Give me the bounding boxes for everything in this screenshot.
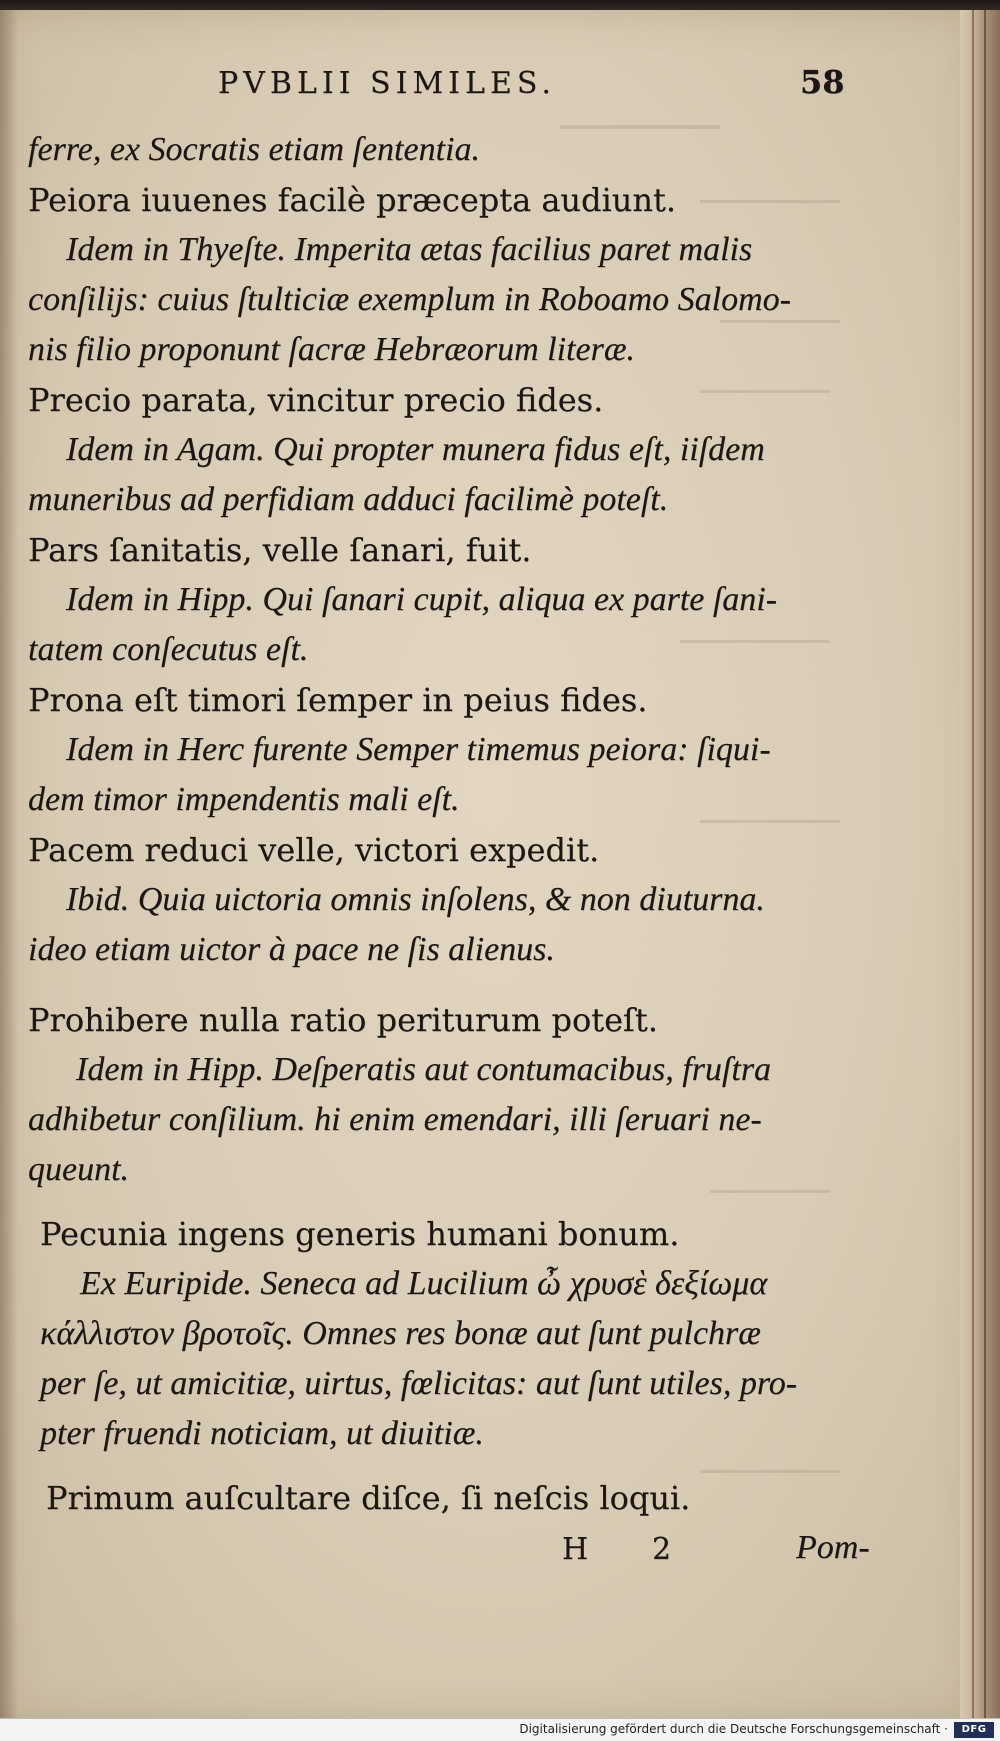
text-line-9: Pars ſanitatis, velle ſanari, fuit.	[28, 531, 532, 569]
text-line-14: dem timor impendentis mali eſt.	[28, 781, 460, 818]
spine-shadow	[0, 10, 18, 1722]
catchword: Pom-	[796, 1529, 870, 1566]
signature-mark: H	[562, 1532, 589, 1567]
text-line-8: muneribus ad perfidiam adduci facilimè poteſt.	[28, 481, 669, 518]
page-edge-line	[972, 10, 974, 1722]
dfg-logo: DFG	[954, 1722, 994, 1738]
text-line-3: Idem in Thyeſte. Imperita ætas facilius paret malis	[66, 231, 753, 268]
text-line-21: queunt.	[28, 1151, 130, 1188]
text-line-5: nis filio proponunt ſacræ Hebræorum literæ.	[28, 331, 636, 368]
text-line-1: ferre, ex Socratis etiam ſententia.	[28, 131, 480, 168]
text-line-15: Pacem reduci velle, victori expedit.	[28, 831, 600, 869]
text-line-23: Ex Euripide. Seneca ad Lucilium ὦ χρυσὲ δεξίωμα	[80, 1265, 768, 1302]
text-line-12: Prona eſt timori ſemper in peius fides.	[28, 681, 648, 719]
funding-credit: Digitalisierung gefördert durch die Deutsche Forschungsgemeinschaft ·	[519, 1722, 948, 1736]
text-line-19: Idem in Hipp. Deſperatis aut contumacibus, fruſtra	[76, 1051, 772, 1088]
text-line-26: pter fruendi noticiam, ut diuitiæ.	[40, 1415, 484, 1452]
text-line-13: Idem in Herc furente Semper timemus peiora: ſiqui-	[66, 731, 771, 768]
text-line-22: Pecunia ingens generis humani bonum.	[40, 1215, 680, 1253]
text-line-2: Peiora iuuenes facilè præcepta audiunt.	[28, 181, 676, 219]
text-line-27: Primum auſcultare diſce, ſi neſcis loqui.	[46, 1479, 691, 1517]
text-line-11: tatem conſecutus eſt.	[28, 631, 309, 668]
credit-bar	[0, 1718, 1000, 1741]
text-line-17: ideo etiam uictor à pace ne ſis alienus.	[28, 931, 555, 968]
page-edge-line	[984, 10, 986, 1722]
page-stack-edge	[960, 10, 1000, 1722]
text-line-4: conſilijs: cuius ſtulticiæ exemplum in Roboamo Salomo-	[28, 281, 792, 318]
signature-number: 2	[652, 1532, 672, 1567]
text-line-16: Ibid. Quia uictoria omnis inſolens, & non diuturna.	[66, 881, 765, 918]
text-line-24: κάλλιστον βροτοῖς. Omnes res bonæ aut ſunt pulchræ	[40, 1315, 761, 1352]
text-line-25: per ſe, ut amicitiæ, uirtus, fœlicitas: aut ſunt utiles, pro-	[40, 1365, 798, 1402]
page-number: 58	[800, 63, 845, 101]
text-line-7: Idem in Agam. Qui propter munera fidus eſt, iiſdem	[66, 431, 765, 468]
text-line-10: Idem in Hipp. Qui ſanari cupit, aliqua ex parte ſani-	[66, 581, 778, 618]
text-line-20: adhibetur conſilium. hi enim emendari, illi ſeruari ne-	[28, 1101, 762, 1138]
text-line-18: Prohibere nulla ratio periturum poteſt.	[28, 1001, 658, 1039]
text-line-6: Precio parata, vincitur precio fides.	[28, 381, 604, 419]
running-title: PVBLII SIMILES.	[218, 66, 556, 101]
